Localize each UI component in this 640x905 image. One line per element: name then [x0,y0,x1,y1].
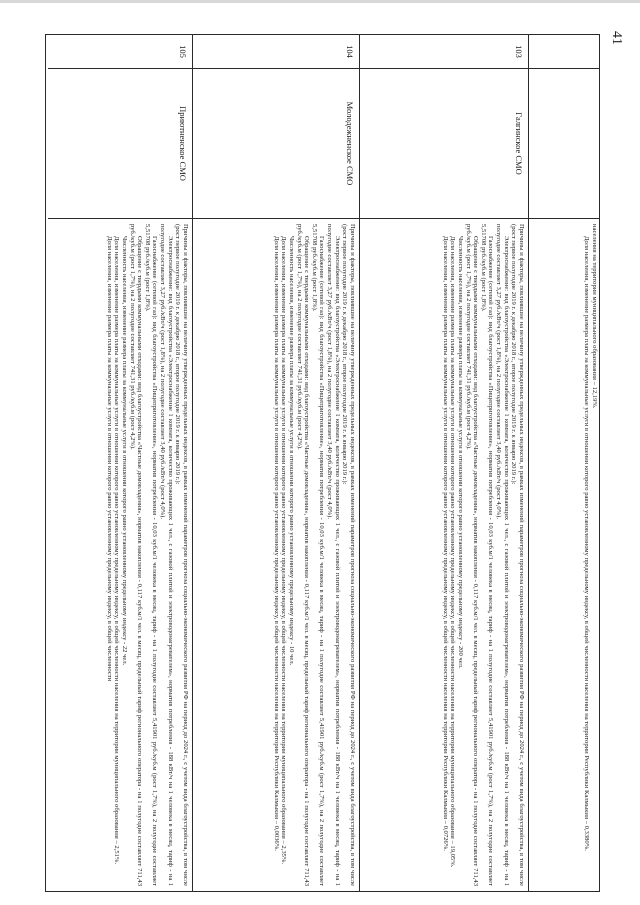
description-paragraph: Доля населения, изменение размера платы за коммунальные услуги в отношении которого равно установленному предельному индексу, в общей численности населения на территории муниципального образования – 2,51%. [113,236,121,865]
description-paragraph: Доля населения, изменение размера платы за коммунальные услуги в отношении которого равно установленному предельному индексу, в общей численности населения на территории Республики Калмыкия – 0,0036%. [272,236,280,851]
rotated-table-frame [45,34,600,892]
description-paragraph: Причины и факторы, повлиявшие на величину утвержденных предельных индексов, в рамках изменений параметров прогноза социально-экономического развития РФ на период до 2024 г., с учетом вида благоустройства, в том числе (рост первое полугодие 2019 г. к декабрю 2018 г., второе полугодие 2019 г. к январю 2019 г.): [341,224,356,886]
description-paragraph: Доля населения, изменение размера платы за коммунальные услуги в отношении которого равно установленному предельному индексу, в общей численности населения на территории муниципального образования – 2,35%. [280,236,288,865]
description-paragraph: Численность населения, изменение размера платы за коммунальные услуги в отношении которого равно установленному предельному индексу - 10 чел. [287,236,295,666]
landscape-table-rotator [48,35,600,891]
row-description-cell [360,219,528,891]
description-paragraph: Причины и факторы, повлиявшие на величину утвержденных предельных индексов, в рамках изменений параметров прогноза социально-экономического развития РФ на период до 2024 г., с учетом вида благоустройства, в том числе (рост первое полугодие 2019 г. к декабрю 2018 г., второе полугодие 2019 г. к январю 2019 г.): [174,224,189,886]
description-paragraph: Газоснабжение (сетевой газ): вид благоустройства «Пищеприготовление», норматив потребления - 10,03 куб.м/1 человека в месяц, тариф - на 1 полугодие составляет 5,41901 руб./куб.м (рост 1,7%), на 2 полугодие составляет 5,51708 руб./куб.м (рост 1,8%). [143,224,159,886]
description-paragraph: Доля населения, изменение размера платы за коммунальные услуги в отношении которого равно установленному предельному индексу, в общей численности населения на территории муниципального образования – 19,05%. [449,236,457,868]
description-paragraph: Доля населения, изменение размера платы за коммунальные услуги в отношении которого равно установленному предельному индексу, в общей численности населения на территории Республики Калмыкия – 0,3380%. [583,236,591,851]
description-paragraph: Доля населения, изменение размера платы за коммунальные услуги в отношении которого равно установленному предельному индексу, в общей численности населения на территории Республики Калмыкия – 0,0726%. [441,236,449,851]
description-paragraph: Численность населения, изменение размера платы за коммунальные услуги в отношении которого равно установленному предельному индексу - 22 чел. [120,236,128,666]
table-row-103 [359,35,528,891]
description-paragraph: Доля населения, изменение размера платы за коммунальные услуги в отношении которого равно установленному предельному индексу, в общей численности [105,236,113,682]
table-row-104 [192,35,359,891]
row-description-cell [529,219,600,891]
description-paragraph: Газоснабжение (сетевой газ): вид благоустройства «Пищеприготовление», норматив потребления - 10,03 куб.м/1 человека в месяц, тариф - на 1 полугодие составляет 5,41901 руб./куб.м (рост 1,7%), на 2 полугодие составляет 5,51708 руб./куб.м (рост 1,8%). [310,224,326,886]
description-paragraph: Электроснабжение: вид благоустройства «Электроснабжение 1 комната, количество проживающих 1 чел., с газовой плитой и электроводонагревателем», норматив потребления - 188 кВт/ч на 1 человека в месяц, тариф - на 1 полугодие составляет 3,27 руб./кВт/ч (рост 1,8%), на 2 полугодие составляет 3,40 руб./кВт/ч (рост 4,0%). [326,224,341,886]
row-name-cell: Молодежненское СМО [193,69,359,219]
row-number-cell [529,35,600,69]
description-paragraph: Электроснабжение: вид благоустройства «Электроснабжение 1 комната, количество проживающих 1 чел., с газовой плитой и электроводонагревателем», норматив потребления - 188 кВт/ч на 1 человека в месяц, тариф - на 1 полугодие составляет 3,27 руб./кВт/ч (рост 1,8%), на 2 полугодие составляет 3,40 руб./кВт/ч (рост 4,0%). [159,224,174,886]
row-name-cell [529,69,600,219]
description-paragraph: Электроснабжение: вид благоустройства «Электроснабжение 1 комната, количество проживающих 1 чел., с газовой плитой и электроводонагревателем», норматив потребления - 188 кВт/ч на 1 человека в месяц, тариф - на 1 полугодие составляет 3,27 руб./кВт/ч (рост 1,8%), на 2 полугодие составляет 3,40 руб./кВт/ч (рост 4,0%). [495,224,510,886]
table-row-105 [48,35,192,891]
description-paragraph: Обращение с твердыми коммунальными отходами: вид благоустройства «Частные домовладения», норматив накопления - 0,117 куб.м/1 чел. в месяц, предельный тариф регионального оператора - на 1 полугодие составляет 711,43 руб./куб.м (рост 1,7%), на 2 полугодие составляет 741,31 руб./куб.м (рост 4,2%). [295,224,311,886]
description-paragraph: Причины и факторы, повлиявшие на величину утвержденных предельных индексов, в рамках изменений параметров прогноза социально-экономического развития РФ на период до 2024 г., с учетом вида благоустройства, в том числе (рост первое полугодие 2019 г. к декабрю 2018 г., второе полугодие 2019 г. к январю 2019 г.): [510,224,525,886]
description-paragraph: Обращение с твердыми коммунальными отходами: вид благоустройства «Частные домовладения», норматив накопления - 0,117 куб.м/1 чел. в месяц, предельный тариф регионального оператора - на 1 полугодие составляет 711,43 руб./куб.м (рост 1,7%), на 2 полугодие составляет 741,31 руб./куб.м (рост 4,2%). [464,224,480,886]
description-paragraph: населения на территории муниципального образования – 12,19%. [591,224,598,409]
page-number: 41 [609,31,624,45]
row-number-cell: 103 [360,35,528,69]
row-description-cell [193,219,359,891]
row-number-cell: 104 [193,35,359,69]
description-paragraph: Газоснабжение (сетевой газ): вид благоустройства «Пищеприготовление», норматив потребления - 10,03 куб.м/1 человека в месяц, тариф - на 1 полугодие составляет 5,41901 руб./куб.м (рост 1,7%), на 2 полугодие составляет 5,51708 руб./куб.м (рост 1,8%). [479,224,495,886]
data-table [48,35,600,891]
description-paragraph: Численность населения, изменение размера платы за коммунальные услуги в отношении которого равно установленному предельному индексу - 200 чел. [456,236,464,669]
row-name-cell: Галгинское СМО [360,69,528,219]
row-number-cell: 105 [48,35,192,69]
page-top-edge [0,0,640,3]
description-paragraph: Обращение с твердыми коммунальными отходами: вид благоустройства «Частные домовладения», норматив накопления - 0,117 куб.м/1 чел. в месяц, предельный тариф регионального оператора - на 1 полугодие составляет 711,43 руб./куб.м (рост 1,7%), на 2 полугодие составляет 741,31 руб./куб.м (рост 4,2%). [128,224,144,886]
table-row-continuation [528,35,600,891]
row-name-cell: Приютненское СМО [48,69,192,219]
row-description-cell [48,219,192,891]
